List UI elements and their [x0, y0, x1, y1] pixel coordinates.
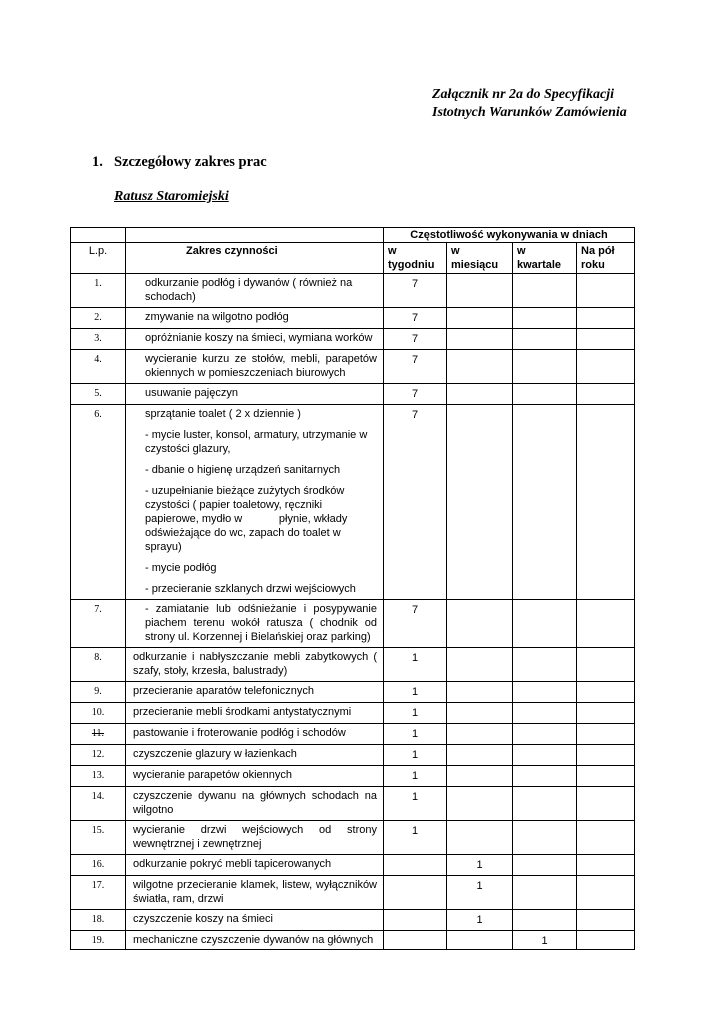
- table-row: 1. odkurzanie podłóg i dywanów ( również na schodach) 7: [71, 274, 635, 308]
- table-row: 2. zmywanie na wilgotno podłóg 7: [71, 308, 635, 329]
- table-row: 15. wycieranie drzwi wejściowych od strony wewnętrznej i zewnętrznej 1: [71, 821, 635, 855]
- frequency-header: Częstotliwość wykonywania w dniach: [384, 228, 635, 243]
- table-row: 12. czyszczenie glazury w łazienkach 1: [71, 745, 635, 766]
- table-row: 5. usuwanie pajęczyn 7: [71, 384, 635, 405]
- col-week-header: w tygodniu: [384, 243, 447, 274]
- section-heading: [92, 154, 267, 171]
- header-row-columns: [71, 243, 635, 274]
- table-row: 17. wilgotne przecieranie klamek, listew, wyłączników światła, ram, drzwi 1: [71, 876, 635, 910]
- table-row: 10. przecieranie mebli środkami antystatycznymi 1: [71, 703, 635, 724]
- section-number: 1.: [92, 154, 103, 170]
- annex-heading: [432, 86, 627, 122]
- table-row: 8. odkurzanie i nabłyszczanie mebli zabytkowych ( szafy, stoły, krzesła, balustrady) 1: [71, 648, 635, 682]
- col-lp-header: L.p.: [71, 243, 126, 274]
- table-row: 7. - zamiatanie lub odśnieżanie i posypywanie piachem terenu wokół ratusza ( chodnik od strony ul. Korzennej i Bielańskiej oraz parking) 7: [71, 600, 635, 648]
- table-row: 14. czyszczenie dywanu na głównych schodach na wilgotno 1: [71, 787, 635, 821]
- table-row: 9. przecieranie aparatów telefonicznych 1: [71, 682, 635, 703]
- table-row: 13. wycieranie parapetów okiennych 1: [71, 766, 635, 787]
- header-row-frequency: [71, 228, 635, 243]
- col-half-year-header: Na pół roku: [577, 243, 635, 274]
- section-title: Szczegółowy zakres prac: [114, 154, 267, 170]
- table-row: 16. odkurzanie pokryć mebli tapicerowanych 1: [71, 855, 635, 876]
- table-row: 4. wycieranie kurzu ze stołów, mebli, parapetów okiennych w pomieszczeniach biurowych 7: [71, 350, 635, 384]
- table-row: 11. pastowanie i froterowanie podłóg i schodów 1: [71, 724, 635, 745]
- table-row: 6. sprzątanie toalet ( 2 x dziennie ) - mycie luster, konsol, armatury, utrzymanie w czystości glazury, - dbanie o higienę urządzeń sanitarnych - uzupełnianie bieżące zużytych środków czystości ( papier toaletowy, ręczniki papierowe, mydło w płynie, wkłady odświeżające do wc, zapach do toalet w sprayu) - mycie podłóg - przecieranie szklanych drzwi wejściowych 7: [71, 405, 635, 600]
- work-scope-table: [70, 227, 635, 950]
- annex-line-2: Istotnych Warunków Zamówienia: [432, 105, 627, 120]
- table-row: 3. opróżnianie koszy na śmieci, wymiana worków 7: [71, 329, 635, 350]
- building-name: Ratusz Staromiejski: [114, 189, 229, 204]
- col-quarter-header: w kwartale: [513, 243, 577, 274]
- table-row: 19. mechaniczne czyszczenie dywanów na głównych 1: [71, 931, 635, 950]
- col-scope-header: Zakres czynności: [126, 243, 384, 274]
- col-month-header: w miesiącu: [447, 243, 513, 274]
- annex-line-1: Załącznik nr 2a do Specyfikacji: [432, 87, 614, 102]
- table-row: 18. czyszczenie koszy na śmieci 1: [71, 910, 635, 931]
